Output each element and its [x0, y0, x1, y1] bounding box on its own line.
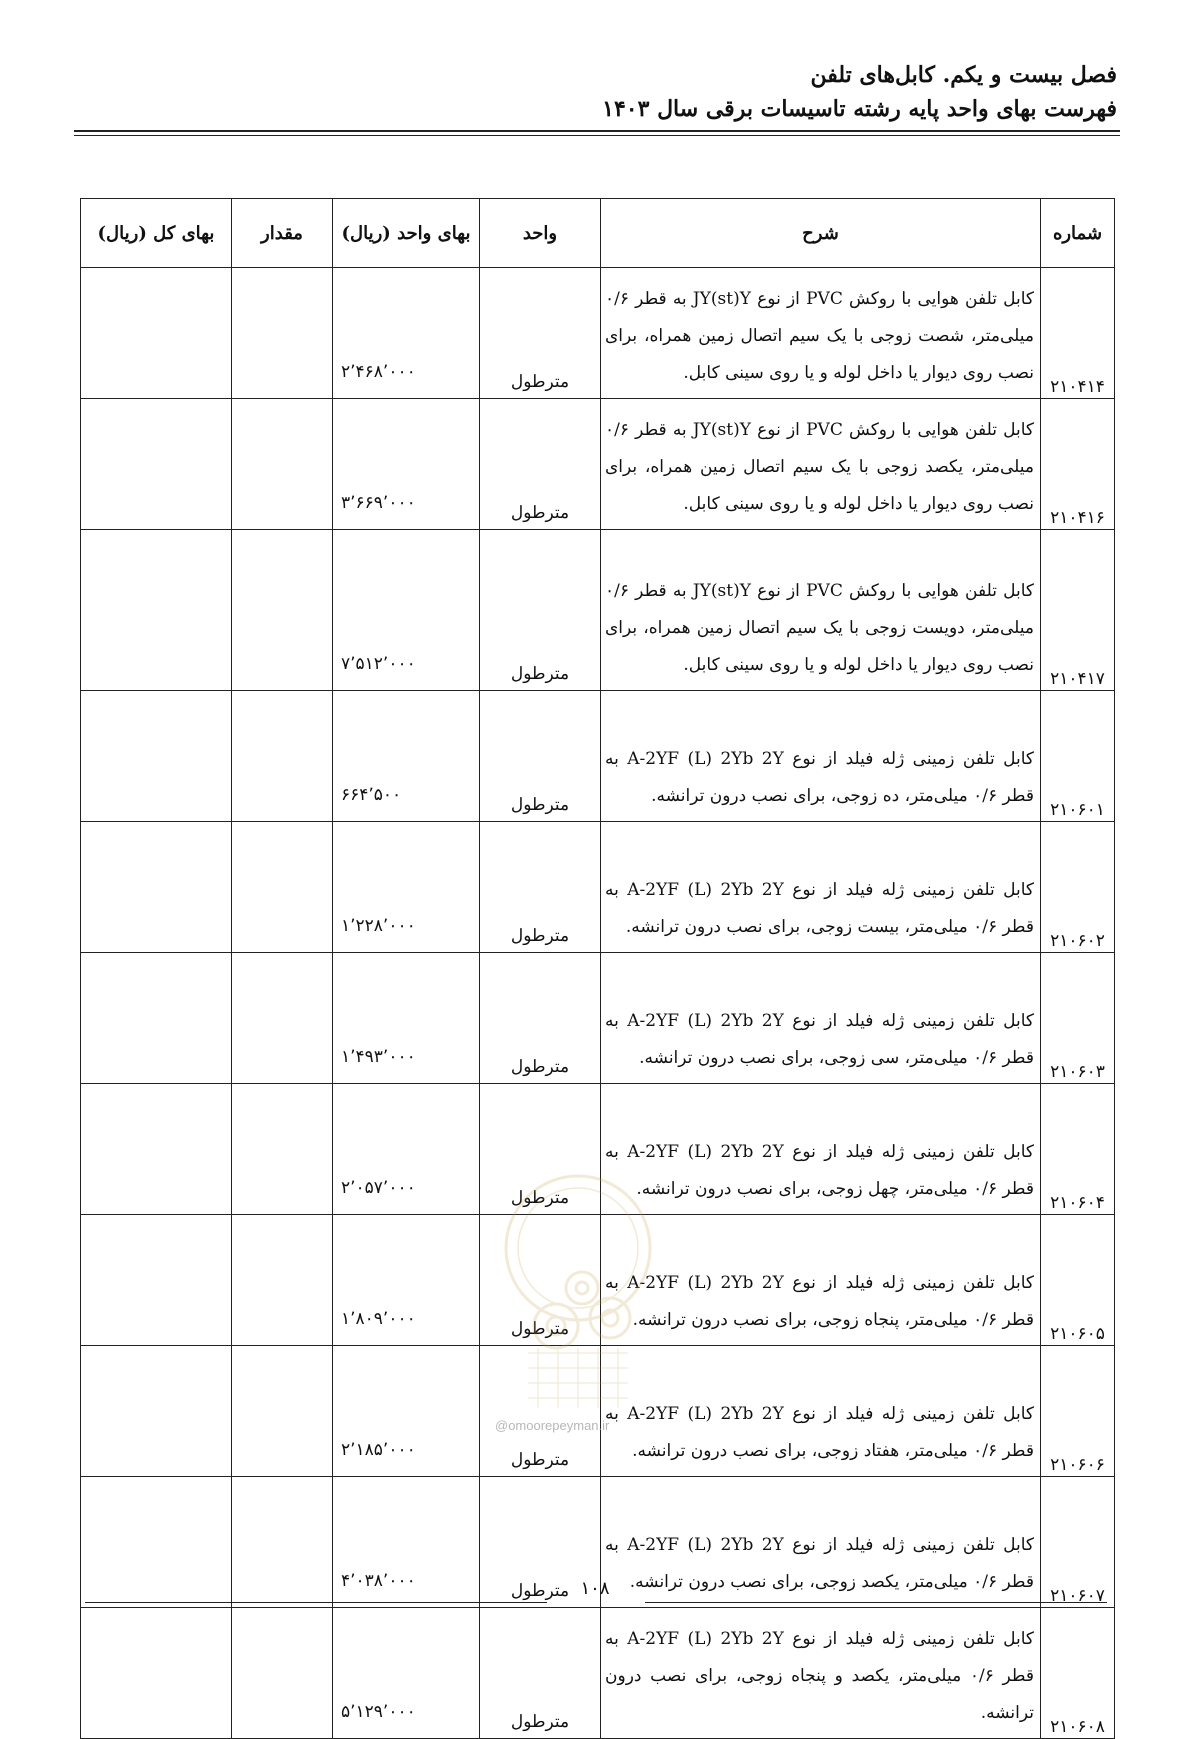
item-unit: مترطول — [480, 1477, 601, 1608]
item-total — [81, 1477, 232, 1608]
item-quantity — [232, 1477, 333, 1608]
table-row — [81, 399, 1115, 530]
item-unit-price: ۲٬۱۸۵٬۰۰۰ — [333, 1346, 480, 1477]
item-unit: مترطول — [480, 822, 601, 953]
table-row — [81, 1215, 1115, 1346]
item-description: کابل تلفن زمینی ژله فیلد از نوع A-2YF (L) 2Yb 2Y به قطر ۰/۶ میلی‌متر، یکصد و پنجاه زوجی، برای نصب درون ترانشه. — [601, 1608, 1041, 1739]
column-header-quantity: مقدار — [232, 199, 333, 268]
column-header-unit-price: بهای واحد (ریال) — [333, 199, 480, 268]
item-description: کابل تلفن زمینی ژله فیلد از نوع A-2YF (L) 2Yb 2Y به قطر ۰/۶ میلی‌متر، چهل زوجی، برای نصب درون ترانشه. — [601, 1084, 1041, 1215]
item-number: ۲۱۰۴۱۶ — [1041, 399, 1115, 530]
item-unit-price: ۲٬۴۶۸٬۰۰۰ — [333, 268, 480, 399]
chapter-title: فصل بیست و یکم. کابل‌های تلفن — [810, 62, 1117, 88]
item-description: کابل تلفن زمینی ژله فیلد از نوع A-2YF (L) 2Yb 2Y به قطر ۰/۶ میلی‌متر، بیست زوجی، برای نصب درون ترانشه. — [601, 822, 1041, 953]
column-header-description: شرح — [601, 199, 1041, 268]
item-unit-price: ۱٬۴۹۳٬۰۰۰ — [333, 953, 480, 1084]
item-unit-price: ۳٬۶۶۹٬۰۰۰ — [333, 399, 480, 530]
item-description: کابل تلفن زمینی ژله فیلد از نوع A-2YF (L) 2Yb 2Y به قطر ۰/۶ میلی‌متر، هفتاد زوجی، برای نصب درون ترانشه. — [601, 1346, 1041, 1477]
item-description: کابل تلفن زمینی ژله فیلد از نوع A-2YF (L) 2Yb 2Y به قطر ۰/۶ میلی‌متر، پنجاه زوجی، برای نصب درون ترانشه. — [601, 1215, 1041, 1346]
item-description: کابل تلفن هوایی با روکش PVC از نوع JY(st)Y به قطر ۰/۶ میلی‌متر، یکصد زوجی با یک سیم اتصال زمین همراه، برای نصب روی دیوار یا داخل لوله و یا روی سینی کابل. — [601, 399, 1041, 530]
item-unit-price: ۴٬۰۳۸٬۰۰۰ — [333, 1477, 480, 1608]
item-number: ۲۱۰۴۱۴ — [1041, 268, 1115, 399]
item-total — [81, 1608, 232, 1739]
table-row — [81, 530, 1115, 691]
page-header — [80, 58, 1117, 126]
item-quantity — [232, 1215, 333, 1346]
item-unit: مترطول — [480, 1608, 601, 1739]
item-total — [81, 399, 232, 530]
item-total — [81, 1215, 232, 1346]
item-quantity — [232, 399, 333, 530]
table-row — [81, 1084, 1115, 1215]
item-total — [81, 268, 232, 399]
footer-rule-right — [645, 1602, 1107, 1603]
item-description: کابل تلفن زمینی ژله فیلد از نوع A-2YF (L) 2Yb 2Y به قطر ۰/۶ میلی‌متر، یکصد زوجی، برای نصب درون ترانشه. — [601, 1477, 1041, 1608]
table-row — [81, 822, 1115, 953]
item-number: ۲۱۰۶۰۷ — [1041, 1477, 1115, 1608]
item-unit: مترطول — [480, 1346, 601, 1477]
item-total — [81, 1084, 232, 1215]
item-quantity — [232, 1608, 333, 1739]
item-description: کابل تلفن هوایی با روکش PVC از نوع JY(st)Y به قطر ۰/۶ میلی‌متر، شصت زوجی با یک سیم اتصال زمین همراه، برای نصب روی دیوار یا داخل لوله و یا روی سینی کابل. — [601, 268, 1041, 399]
item-number: ۲۱۰۶۰۴ — [1041, 1084, 1115, 1215]
item-description: کابل تلفن هوایی با روکش PVC از نوع JY(st)Y به قطر ۰/۶ میلی‌متر، دویست زوجی با یک سیم اتصال زمین همراه، برای نصب روی دیوار یا داخل لوله و یا روی سینی کابل. — [601, 530, 1041, 691]
table-row — [81, 1608, 1115, 1739]
item-quantity — [232, 1084, 333, 1215]
page-number: ۱۰۸ — [580, 1578, 610, 1599]
item-unit: مترطول — [480, 1084, 601, 1215]
item-quantity — [232, 1346, 333, 1477]
item-description: کابل تلفن زمینی ژله فیلد از نوع A-2YF (L) 2Yb 2Y به قطر ۰/۶ میلی‌متر، ده زوجی، برای نصب درون ترانشه. — [601, 691, 1041, 822]
table-row — [81, 268, 1115, 399]
item-unit-price: ۷٬۵۱۲٬۰۰۰ — [333, 530, 480, 691]
item-quantity — [232, 822, 333, 953]
item-number: ۲۱۰۶۰۲ — [1041, 822, 1115, 953]
item-unit-price: ۵٬۱۲۹٬۰۰۰ — [333, 1608, 480, 1739]
item-description: کابل تلفن زمینی ژله فیلد از نوع A-2YF (L) 2Yb 2Y به قطر ۰/۶ میلی‌متر، سی زوجی، برای نصب درون ترانشه. — [601, 953, 1041, 1084]
table-header-row — [81, 199, 1115, 268]
item-number: ۲۱۰۶۰۸ — [1041, 1608, 1115, 1739]
header-rule-thin — [74, 135, 1120, 136]
table-row — [81, 953, 1115, 1084]
table-row — [81, 691, 1115, 822]
item-unit-price: ۲٬۰۵۷٬۰۰۰ — [333, 1084, 480, 1215]
item-total — [81, 1346, 232, 1477]
column-header-unit: واحد — [480, 199, 601, 268]
item-unit: مترطول — [480, 268, 601, 399]
item-unit: مترطول — [480, 1215, 601, 1346]
item-total — [81, 691, 232, 822]
column-header-total-price: بهای کل (ریال) — [81, 199, 232, 268]
item-number: ۲۱۰۴۱۷ — [1041, 530, 1115, 691]
item-unit: مترطول — [480, 691, 601, 822]
item-unit-price: ۱٬۲۲۸٬۰۰۰ — [333, 822, 480, 953]
header-rule-thick — [74, 130, 1120, 132]
table-row — [81, 1346, 1115, 1477]
watermark-site: @omoorepeyman.ir — [495, 1418, 610, 1433]
item-total — [81, 822, 232, 953]
item-unit: مترطول — [480, 953, 601, 1084]
item-quantity — [232, 691, 333, 822]
item-number: ۲۱۰۶۰۶ — [1041, 1346, 1115, 1477]
column-header-number: شماره — [1041, 199, 1115, 268]
item-unit-price: ۶۶۴٬۵۰۰ — [333, 691, 480, 822]
item-total — [81, 953, 232, 1084]
item-quantity — [232, 268, 333, 399]
item-total — [81, 530, 232, 691]
item-unit: مترطول — [480, 530, 601, 691]
price-list-table — [80, 198, 1115, 1739]
catalog-title: فهرست بهای واحد پایه رشته تاسیسات برقی سال ۱۴۰۳ — [602, 96, 1117, 122]
item-unit: مترطول — [480, 399, 601, 530]
item-number: ۲۱۰۶۰۱ — [1041, 691, 1115, 822]
item-unit-price: ۱٬۸۰۹٬۰۰۰ — [333, 1215, 480, 1346]
item-quantity — [232, 530, 333, 691]
footer-rule-left — [85, 1602, 547, 1603]
item-number: ۲۱۰۶۰۳ — [1041, 953, 1115, 1084]
item-number: ۲۱۰۶۰۵ — [1041, 1215, 1115, 1346]
item-quantity — [232, 953, 333, 1084]
